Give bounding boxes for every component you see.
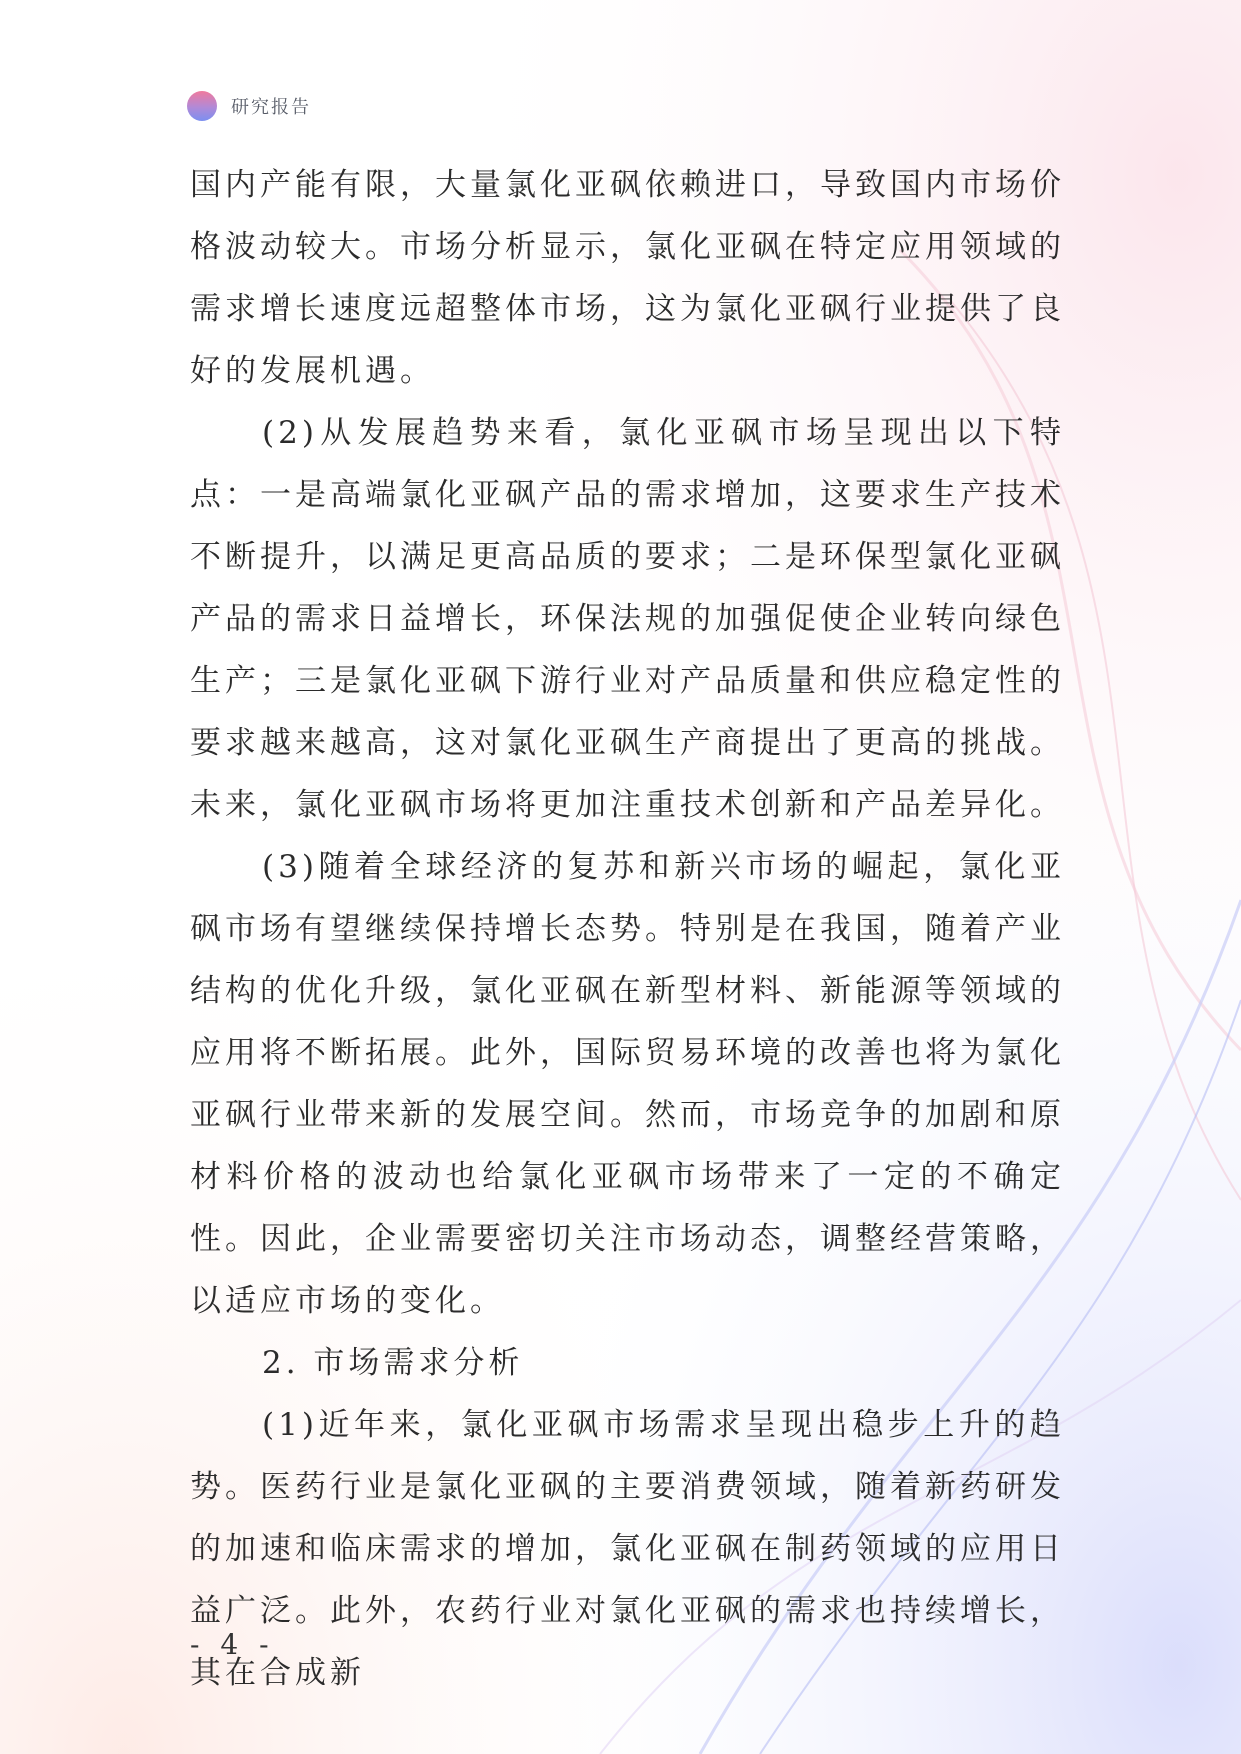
paragraph-demand-1: (1)近年来，氯化亚砜市场需求呈现出稳步上升的趋势。医药行业是氯化亚砜的主要消费领域，随着新药研发的加速和临床需求的增加，氯化亚砜在制药领域的应用日益广泛。此外，农药行业对氯化亚砜的需求也持续增长，其在合成新 [190,1407,1065,1691]
header-title: 研究报告 [231,97,311,118]
paragraph-2: (2)从发展趋势来看，氯化亚砜市场呈现出以下特点：一是高端氯化亚砜产品的需求增加，这要求生产技术不断提升，以满足更高品质的要求；二是环保型氯化亚砜产品的需求日益增长，环保法规的加强促使企业转向绿色生产；三是氯化亚砜下游行业对产品质量和供应稳定性的要求越来越高，这对氯化亚砜生产商提出了更高的挑战。未来，氯化亚砜市场将更加注重技术创新和产品差异化。 [190,415,1065,823]
document-body [190,154,1065,1704]
report-logo-icon [187,91,217,121]
report-header [187,88,311,124]
paragraph-continuation: 国内产能有限，大量氯化亚砜依赖进口，导致国内市场价格波动较大。市场分析显示，氯化亚砜在特定应用领域的需求增长速度远超整体市场，这为氯化亚砜行业提供了良好的发展机遇。 [190,167,1065,389]
section-heading-market-demand: 2. 市场需求分析 [262,1345,524,1381]
paragraph-3: (3)随着全球经济的复苏和新兴市场的崛起，氯化亚砜市场有望继续保持增长态势。特别是在我国，随着产业结构的优化升级，氯化亚砜在新型材料、新能源等领域的应用将不断拓展。此外，国际贸易环境的改善也将为氯化亚砜行业带来新的发展空间。然而，市场竞争的加剧和原材料价格的波动也给氯化亚砜市场带来了一定的不确定性。因此，企业需要密切关注市场动态，调整经营策略，以适应市场的变化。 [190,849,1065,1319]
page-number: - 4 - [190,1628,275,1661]
